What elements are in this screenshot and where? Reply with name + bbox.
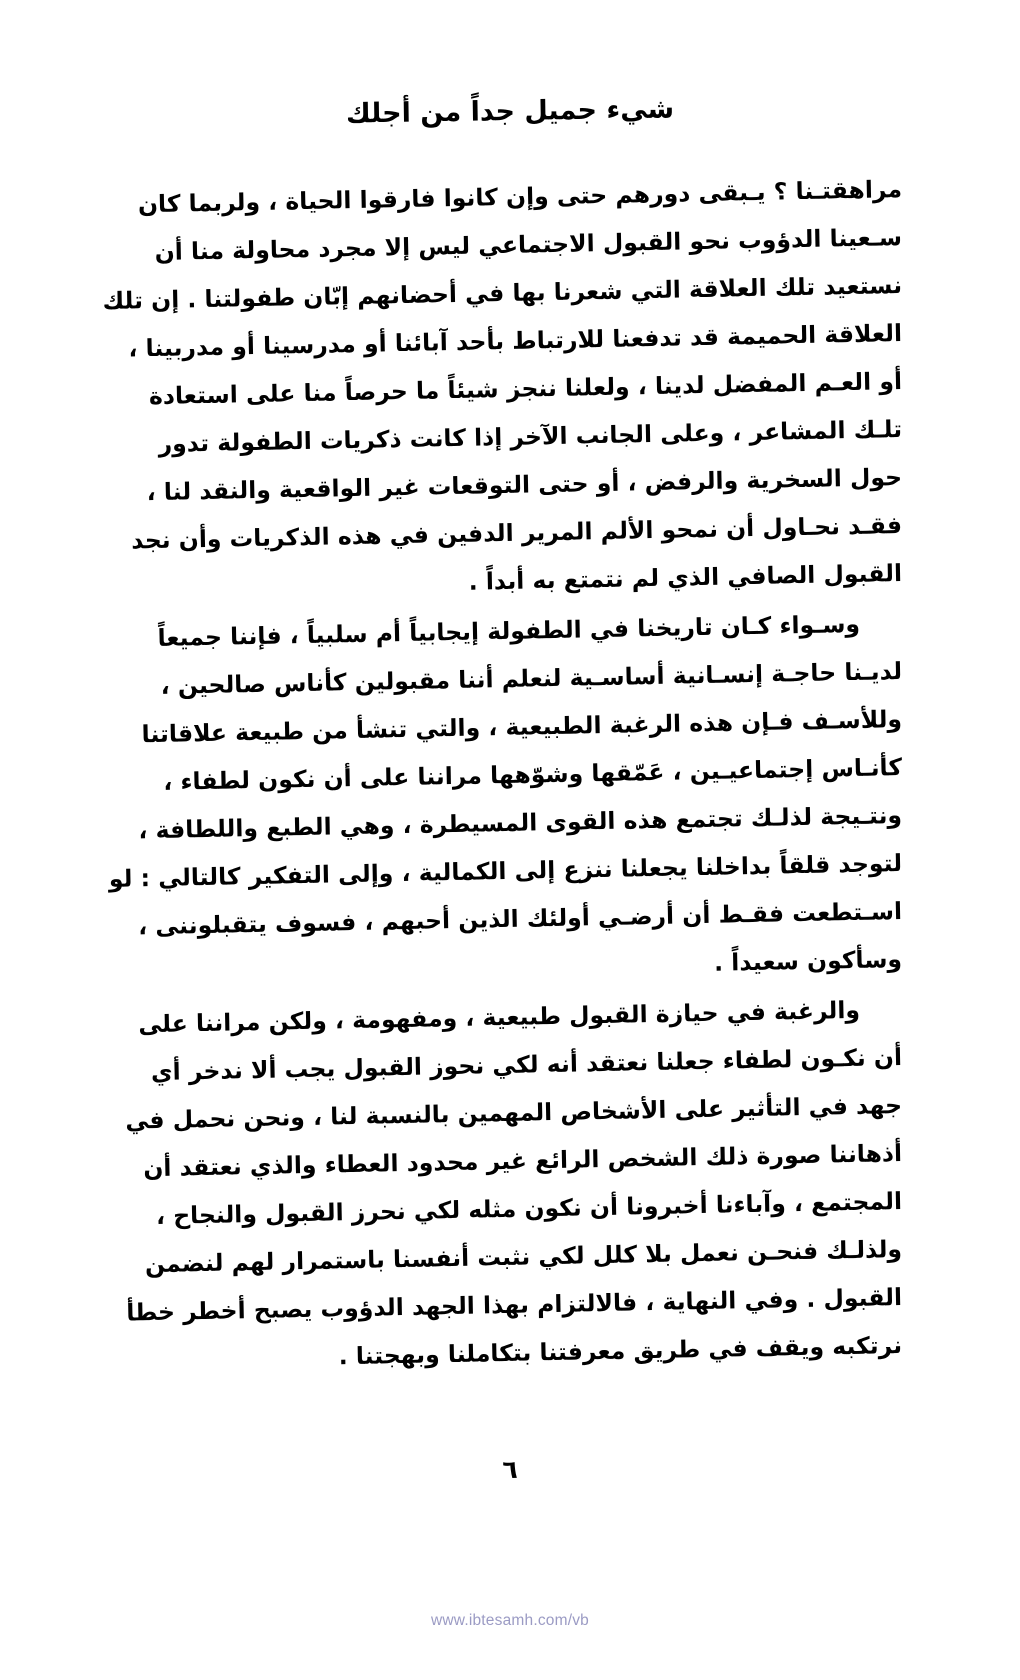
text-line-content: ونتـيجة لذلـك تجتمع هذه القوى المسيطرة ، وهي الطبع واللطافة ، (138, 801, 903, 845)
text-line-content: القبول . وفي النهاية ، فالالتزام بهذا الجهد الدؤوب يصبح أخطر خطأ (126, 1283, 903, 1327)
text-line-content: لديـنا حاجـة إنسـانية أساسـية لنعلم أننا مقبولين كأناس صالحين ، (160, 657, 903, 700)
text-line-content: وللأسـف فـإن هذه الرغبة الطبيعية ، والتي تنشأ من طبيعة علاقاتنا (141, 705, 903, 749)
page-number: ٦ (502, 1454, 518, 1485)
paragraph-1 (102, 165, 903, 597)
text-line-content: نستعيد تلك العلاقة التي شعرنا بها في أحضانهم إبّان طفولتنا . إن تلك (102, 271, 903, 316)
paragraph-3 (112, 985, 902, 1369)
text-line-content: مراهقتـنا ؟ يـبقى دورهم حتى وإن كانوا فارقوا الحياة ، ولربما كان (137, 175, 903, 219)
text-line-content: نرتكبه ويقف في طريق معرفتنا بتكاملنا وبهجتنا . (338, 1331, 903, 1371)
text-line-content: كأنـاس إجتماعيـين ، عَمّقها وشوّهها مراننا على أن نكون لطفاء ، (163, 753, 903, 796)
text-line-content: والرغبة في حيازة القبول طبيعية ، ومفهومة ، ولكن مراننا على (138, 995, 861, 1039)
text-line-content: اسـتطعت فقـط أن أرضـي أولئك الذين أحبهم ، فسوف يتقبلوننى ، (137, 897, 903, 941)
text-line-content: لتوجد قلقاً بداخلنا يجعلنا ننزع إلى الكمالية ، وإلى التفكير كالتالي : لو (108, 849, 903, 893)
text-line-content: سـعينا الدؤوب نحو القبول الاجتماعي ليس إلا مجرد محاولة منا أن (154, 223, 903, 266)
text-line-content: تلـك المشاعر ، وعلى الجانب الآخر إذا كانت ذكريات الطفولة تدور (158, 415, 903, 458)
text-line-content: وسـواء كـان تاريخنا في الطفولة إيجابياً أم سلبياً ، فإننا جميعاً (157, 609, 861, 652)
text-column (102, 165, 903, 1371)
text-line-content: جهد في التأثير على الأشخاص المهمين بالنسبة لنا ، ونحن نحمل في (125, 1091, 903, 1135)
text-line-content: فقـد نحـاول أن نمحو الألم المرير الدفين في هذه الذكريات وأن نجد (130, 511, 903, 555)
text-line-content: وسأكون سعيداً . (713, 945, 903, 977)
text-line-content: أو العـم المفضل لدينا ، ولعلنا ننجز شيئاً ما حرصاً منا على استعادة (148, 367, 903, 411)
paragraph-2 (108, 599, 903, 983)
page-title: شيء جميل جداً من أجلك (345, 93, 675, 130)
text-line-content: أذهاننا صورة ذلك الشخص الرائع غير محدود العطاء والذي نعتقد أن (142, 1139, 903, 1183)
text-line-content: حول السخرية والرفض ، أو حتى التوقعات غير الواقعية والنقد لنا ، (146, 463, 903, 507)
text-line-content: ولذلـك فنحـن نعمل بلا كلل لكي نثبت أنفسنا باستمرار لهم لنضمن (144, 1235, 903, 1279)
text-line-content: العلاقة الحميمة قد تدفعنا للارتباط بأحد آبائنا أو مدرسينا أو مدربينا ، (128, 319, 903, 363)
text-line-content: أن نكـون لطفاء جعلنا نعتقد أنه لكي نحوز القبول يجب ألا ندخر أي (150, 1043, 903, 1087)
footer-watermark: www.ibtesamh.com/vb (431, 1612, 589, 1629)
text-line-content: القبول الصافي الذي لم نتمتع به أبداً . (468, 559, 903, 596)
text-line-content: المجتمع ، وآباءنا أخبرونا أن نكون مثله لكي نحرز القبول والنجاح ، (155, 1187, 903, 1230)
